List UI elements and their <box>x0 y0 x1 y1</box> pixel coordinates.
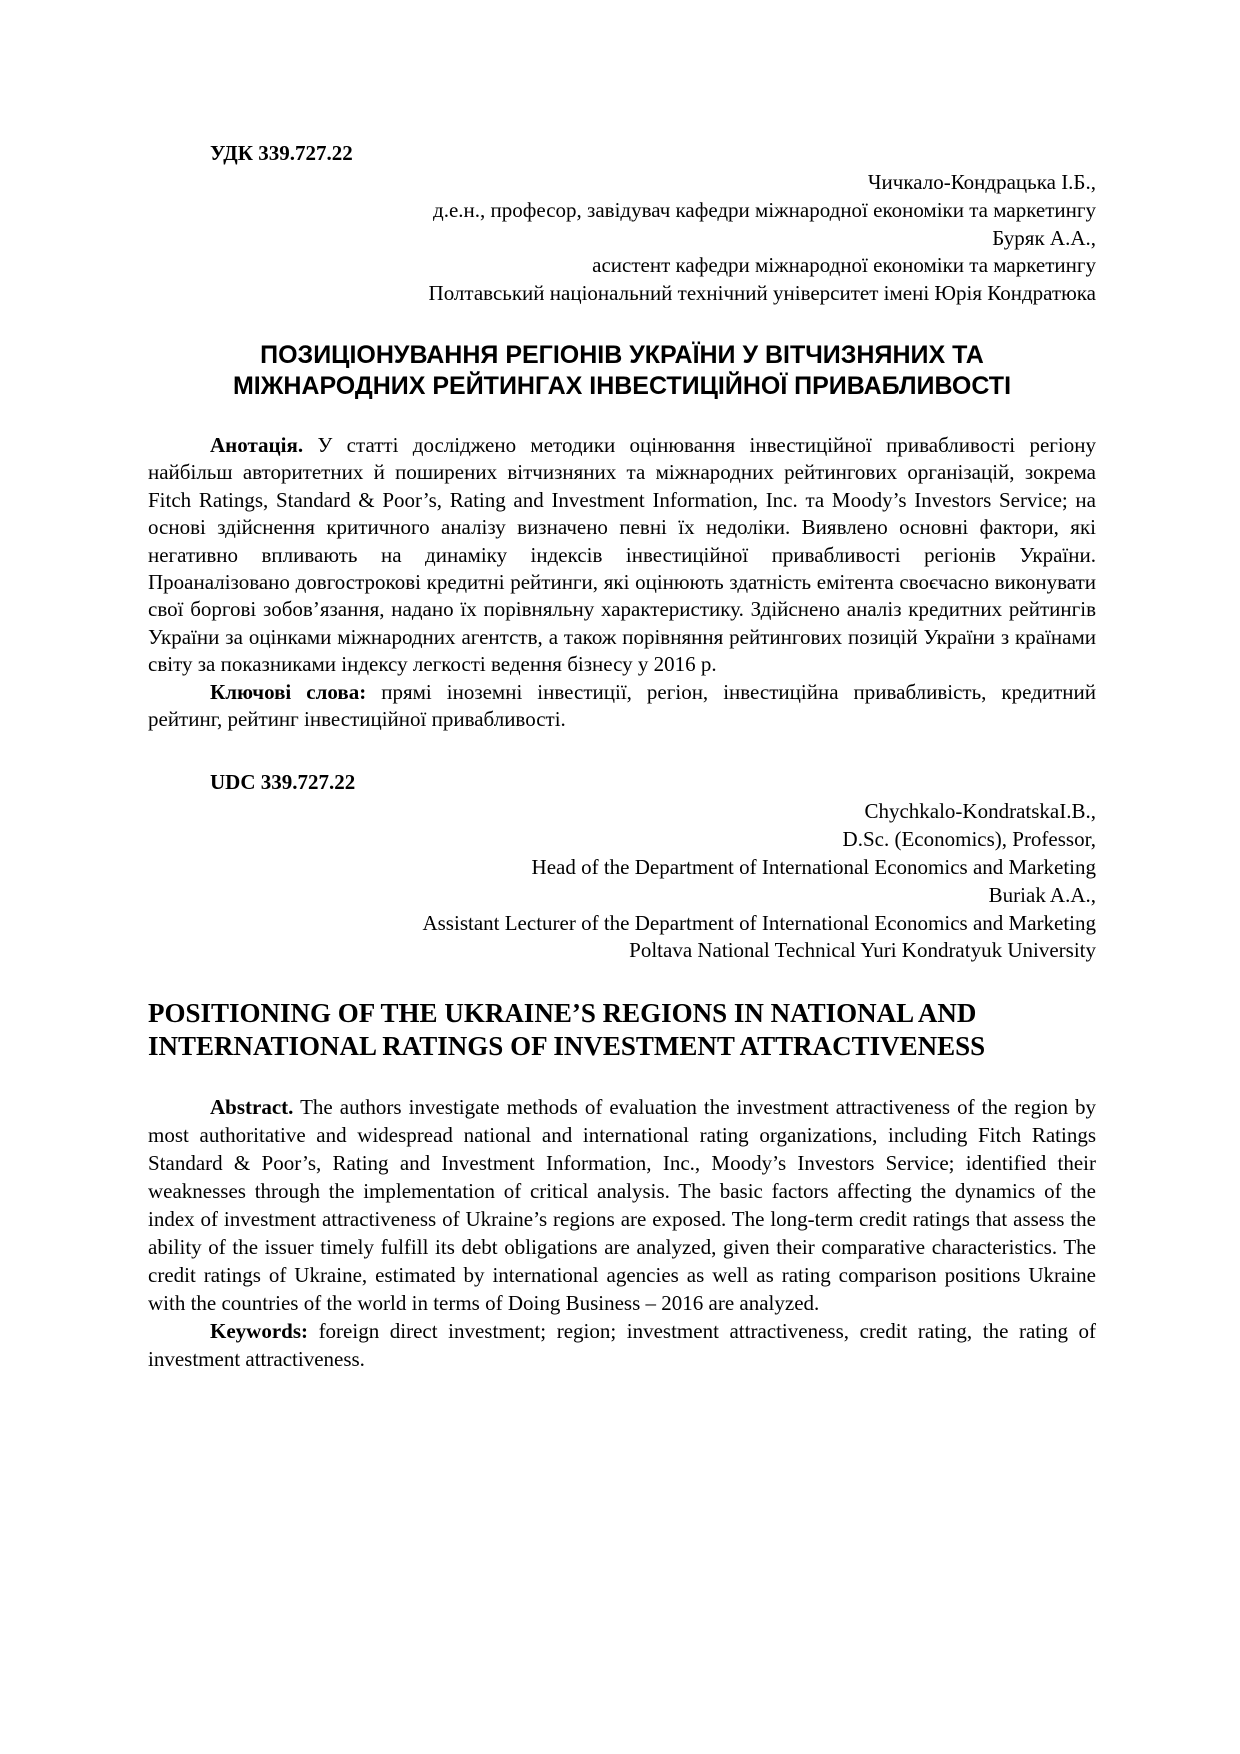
paper-title-uk <box>148 340 1096 402</box>
english-section <box>148 769 1096 1373</box>
udc-en: UDC 339.727.22 <box>210 770 356 795</box>
paper-page <box>148 140 1096 1373</box>
author-info-en <box>148 798 1096 965</box>
title-line-2: МІЖНАРОДНИХ РЕЙТИНГАХ ІНВЕСТИЦІЙНОЇ ПРИВАБЛИВОСТІ <box>232 371 1012 400</box>
author-position-1: д.е.н., професор, завідувач кафедри міжнародної економіки та маркетингу <box>433 197 1096 222</box>
abstract-text: У статті досліджено методики оцінювання інвестиційної привабливості регіону найбільш авторитетних й поширених вітчизняних та міжнародних рейтингових організацій, зокрема Fitch Ratings, Standard & Poor’s, Rating and Investment Information, Inc. та Moody’s Investors Service; на основі здійснення критичного аналізу визначено певні їх недоліки. Виявлено основні фактори, які негативно впливають на динаміку індексів інвестиційної привабливості регіонів України. Проаналізовано довгострокові кредитні рейтинги, які оцінюють здатність емітента своєчасно виконувати свої боргові зобов’язання, надано їх порівняльну характеристику. Здійснено аналіз кредитних рейтингів України за оцінками міжнародних агентств, а також порівняння рейтингових позицій України з країнами світу за показниками індексу легкості ведення бізнесу у 2016 р. <box>148 432 1096 677</box>
author-info-uk <box>148 169 1096 308</box>
author-position-2: асистент кафедри міжнародної економіки та маркетингу <box>592 253 1096 278</box>
affiliation: Poltava National Technical Yuri Kondratyuk University <box>629 938 1096 963</box>
abstract-uk <box>148 432 1096 679</box>
keywords-uk <box>148 679 1096 734</box>
paper-title-en <box>148 997 1096 1063</box>
udc-uk: УДК 339.727.22 <box>210 141 353 165</box>
author-name-2: Буряк А.А., <box>992 225 1096 250</box>
keywords-label: Keywords: <box>210 1319 308 1344</box>
abstract-en <box>148 1093 1096 1317</box>
title-line-1: POSITIONING OF THE UKRAINE’S REGIONS IN NATIONAL AND <box>148 998 977 1029</box>
author-name-1: Чичкало-Кондрацька І.Б., <box>867 170 1096 194</box>
abstract-text: The authors investigate methods of evaluation the investment attractiveness of the region by most authoritative and widespread national and international rating organizations, including Fitch Ratings Standard & Poor’s, Rating and Investment Information, Inc., Moody’s Investors Service; identified their weaknesses through the implementation of critical analysis. The basic factors affecting the dynamics of the index of investment attractiveness of Ukraine’s regions are exposed. The long-term credit ratings that assess the ability of the issuer timely fulfill its debt obligations are analyzed, given their comparative characteristics. The credit ratings of Ukraine, estimated by international agencies as well as rating comparison positions Ukraine with the countries of the world in terms of Doing Business – 2016 are analyzed. <box>148 1095 1096 1316</box>
author-position-2: Assistant Lecturer of the Department of International Economics and Marketing <box>422 910 1096 935</box>
abstract-label: Abstract. <box>210 1095 294 1120</box>
title-line-1: ПОЗИЦІОНУВАННЯ РЕГІОНІВ УКРАЇНИ У ВІТЧИЗНЯНИХ ТА <box>260 340 984 369</box>
author-name-1: Chychkalo-KondratskaI.B., <box>864 799 1096 824</box>
author-position-1: Head of the Department of International Economics and Marketing <box>531 855 1096 880</box>
abstract-label: Анотація. <box>210 432 304 457</box>
author-name-2: Buriak A.A., <box>988 882 1096 907</box>
keywords-text: foreign direct investment; region; investment attractiveness, credit rating, the rating of investment attractiveness. <box>148 1319 1096 1372</box>
affiliation: Полтавський національний технічний університет імені Юрія Кондратюка <box>428 281 1096 306</box>
title-line-2: INTERNATIONAL RATINGS OF INVESTMENT ATTRACTIVENESS <box>148 1031 986 1062</box>
keywords-text: прямі іноземні інвестиції, регіон, інвестиційна привабливість, кредитний рейтинг, рейтинг інвестиційної привабливості. <box>148 679 1096 732</box>
keywords-en <box>148 1317 1096 1373</box>
author-degree-1: D.Sc. (Economics), Professor, <box>842 827 1096 852</box>
ukrainian-section <box>148 140 1096 733</box>
keywords-label: Ключові слова: <box>210 679 367 704</box>
